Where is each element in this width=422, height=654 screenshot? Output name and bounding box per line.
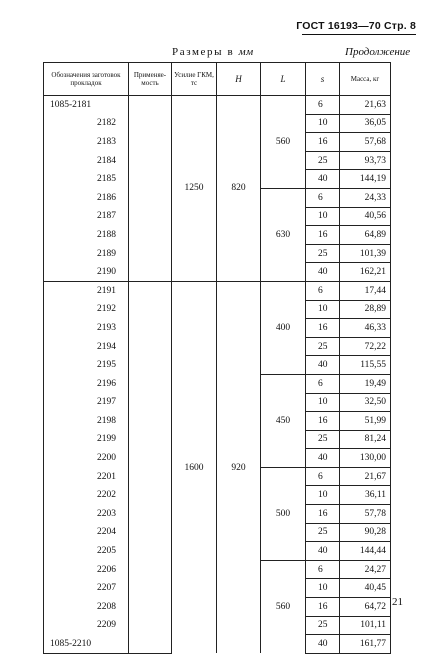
application-cell — [129, 319, 172, 338]
application-cell — [129, 170, 172, 189]
mass-cell: 162,21 — [340, 263, 391, 282]
mass-cell: 32,50 — [340, 393, 391, 412]
application-cell — [129, 542, 172, 561]
col-designation-header: Обозначения заготовок прокладок — [44, 63, 129, 96]
designation-cell: 2185 — [44, 170, 129, 189]
mass-cell: 72,22 — [340, 337, 391, 356]
s-cell: 16 — [306, 505, 340, 524]
designation-cell: 2201 — [44, 467, 129, 486]
mass-cell: 46,33 — [340, 319, 391, 338]
s-cell: 10 — [306, 393, 340, 412]
designation-cell: 2192 — [44, 300, 129, 319]
units-caption-unit: мм — [238, 46, 254, 58]
mass-cell: 40,56 — [340, 207, 391, 226]
s-cell: 25 — [306, 151, 340, 170]
designation-cell: 2189 — [44, 244, 129, 263]
mass-cell: 17,44 — [340, 281, 391, 300]
application-cell — [129, 616, 172, 635]
application-cell — [129, 96, 172, 115]
designation-cell: 2196 — [44, 374, 129, 393]
designation-cell: 1085-2181 — [44, 96, 129, 115]
s-cell: 25 — [306, 337, 340, 356]
mass-cell: 24,27 — [340, 560, 391, 579]
col-force-header: Усилие ГКМ, тс — [172, 63, 217, 96]
designation-cell: 2206 — [44, 560, 129, 579]
application-cell — [129, 412, 172, 431]
continuation-label: Продолжение — [345, 46, 411, 58]
table-row — [44, 281, 391, 300]
designation-cell: 2208 — [44, 598, 129, 617]
s-cell: 10 — [306, 207, 340, 226]
mass-cell: 64,72 — [340, 598, 391, 617]
mass-cell: 21,67 — [340, 467, 391, 486]
designation-cell: 2200 — [44, 449, 129, 468]
designation-cell: 2182 — [44, 114, 129, 133]
l-cell: 450 — [261, 374, 306, 467]
s-cell: 40 — [306, 635, 340, 654]
designation-cell: 1085-2210 — [44, 635, 129, 654]
designation-cell: 2209 — [44, 616, 129, 635]
col-h-header: H — [217, 63, 261, 96]
designation-cell: 2202 — [44, 486, 129, 505]
application-cell — [129, 598, 172, 617]
mass-cell: 57,68 — [340, 133, 391, 152]
mass-cell: 144,19 — [340, 170, 391, 189]
application-cell — [129, 300, 172, 319]
application-cell — [129, 337, 172, 356]
l-cell: 560 — [261, 560, 306, 653]
application-cell — [129, 244, 172, 263]
application-cell — [129, 430, 172, 449]
mass-cell: 161,77 — [340, 635, 391, 654]
designation-cell: 2188 — [44, 226, 129, 245]
standard-title: ГОСТ 16193—70 Стр. 8 — [296, 20, 416, 32]
mass-cell: 101,39 — [340, 244, 391, 263]
designation-cell: 2194 — [44, 337, 129, 356]
s-cell: 10 — [306, 579, 340, 598]
application-cell — [129, 263, 172, 282]
designation-cell: 2197 — [44, 393, 129, 412]
s-cell: 25 — [306, 430, 340, 449]
application-cell — [129, 281, 172, 300]
designation-cell: 2186 — [44, 188, 129, 207]
header-underline — [302, 34, 416, 35]
designation-cell: 2207 — [44, 579, 129, 598]
mass-cell: 19,49 — [340, 374, 391, 393]
mass-cell: 36,05 — [340, 114, 391, 133]
s-cell: 16 — [306, 226, 340, 245]
s-cell: 6 — [306, 467, 340, 486]
page-number: 21 — [392, 596, 403, 608]
mass-cell: 115,55 — [340, 356, 391, 375]
s-cell: 6 — [306, 96, 340, 115]
application-cell — [129, 393, 172, 412]
designation-cell: 2183 — [44, 133, 129, 152]
force-cell: 1600 — [172, 281, 217, 653]
mass-cell: 36,11 — [340, 486, 391, 505]
designation-cell: 2204 — [44, 523, 129, 542]
mass-cell: 90,28 — [340, 523, 391, 542]
application-cell — [129, 579, 172, 598]
col-mass-header: Масса, кг — [340, 63, 391, 96]
s-cell: 16 — [306, 412, 340, 431]
table-body — [44, 96, 391, 654]
table-row — [44, 96, 391, 115]
designation-cell: 2191 — [44, 281, 129, 300]
designation-cell: 2199 — [44, 430, 129, 449]
l-cell: 500 — [261, 467, 306, 560]
designation-cell: 2193 — [44, 319, 129, 338]
s-cell: 10 — [306, 300, 340, 319]
mass-cell: 81,24 — [340, 430, 391, 449]
application-cell — [129, 635, 172, 654]
s-cell: 16 — [306, 133, 340, 152]
s-cell: 25 — [306, 244, 340, 263]
l-cell: 630 — [261, 188, 306, 281]
mass-cell: 40,45 — [340, 579, 391, 598]
s-cell: 25 — [306, 616, 340, 635]
units-caption — [172, 46, 254, 58]
application-cell — [129, 449, 172, 468]
s-cell: 40 — [306, 449, 340, 468]
s-cell: 10 — [306, 486, 340, 505]
s-cell: 40 — [306, 170, 340, 189]
col-l-header: L — [261, 63, 306, 96]
s-cell: 25 — [306, 523, 340, 542]
designation-cell: 2203 — [44, 505, 129, 524]
application-cell — [129, 114, 172, 133]
application-cell — [129, 207, 172, 226]
l-cell: 400 — [261, 281, 306, 374]
s-cell: 16 — [306, 319, 340, 338]
designation-cell: 2198 — [44, 412, 129, 431]
s-cell: 40 — [306, 542, 340, 561]
designation-cell: 2205 — [44, 542, 129, 561]
application-cell — [129, 467, 172, 486]
page-header — [296, 20, 416, 36]
h-cell: 920 — [217, 281, 261, 653]
units-caption-prefix: Размеры в — [172, 46, 239, 58]
mass-cell: 93,73 — [340, 151, 391, 170]
mass-cell: 57,78 — [340, 505, 391, 524]
s-cell: 40 — [306, 356, 340, 375]
designation-cell: 2187 — [44, 207, 129, 226]
application-cell — [129, 188, 172, 207]
l-cell: 560 — [261, 96, 306, 189]
application-cell — [129, 356, 172, 375]
s-cell: 6 — [306, 281, 340, 300]
col-application-header: Применяе-мость — [129, 63, 172, 96]
col-s-header: s — [306, 63, 340, 96]
force-cell: 1250 — [172, 96, 217, 282]
s-cell: 6 — [306, 374, 340, 393]
application-cell — [129, 226, 172, 245]
mass-cell: 101,11 — [340, 616, 391, 635]
gasket-blanks-table — [43, 62, 391, 654]
application-cell — [129, 523, 172, 542]
h-cell: 820 — [217, 96, 261, 282]
application-cell — [129, 374, 172, 393]
mass-cell: 24,33 — [340, 188, 391, 207]
designation-cell: 2190 — [44, 263, 129, 282]
s-cell: 10 — [306, 114, 340, 133]
s-cell: 6 — [306, 188, 340, 207]
s-cell: 6 — [306, 560, 340, 579]
s-cell: 40 — [306, 263, 340, 282]
application-cell — [129, 151, 172, 170]
s-cell: 16 — [306, 598, 340, 617]
application-cell — [129, 133, 172, 152]
designation-cell: 2195 — [44, 356, 129, 375]
mass-cell: 64,89 — [340, 226, 391, 245]
designation-cell: 2184 — [44, 151, 129, 170]
application-cell — [129, 505, 172, 524]
mass-cell: 144,44 — [340, 542, 391, 561]
application-cell — [129, 560, 172, 579]
mass-cell: 130,00 — [340, 449, 391, 468]
application-cell — [129, 486, 172, 505]
mass-cell: 21,63 — [340, 96, 391, 115]
mass-cell: 51,99 — [340, 412, 391, 431]
mass-cell: 28,89 — [340, 300, 391, 319]
table-header-row — [44, 63, 391, 96]
